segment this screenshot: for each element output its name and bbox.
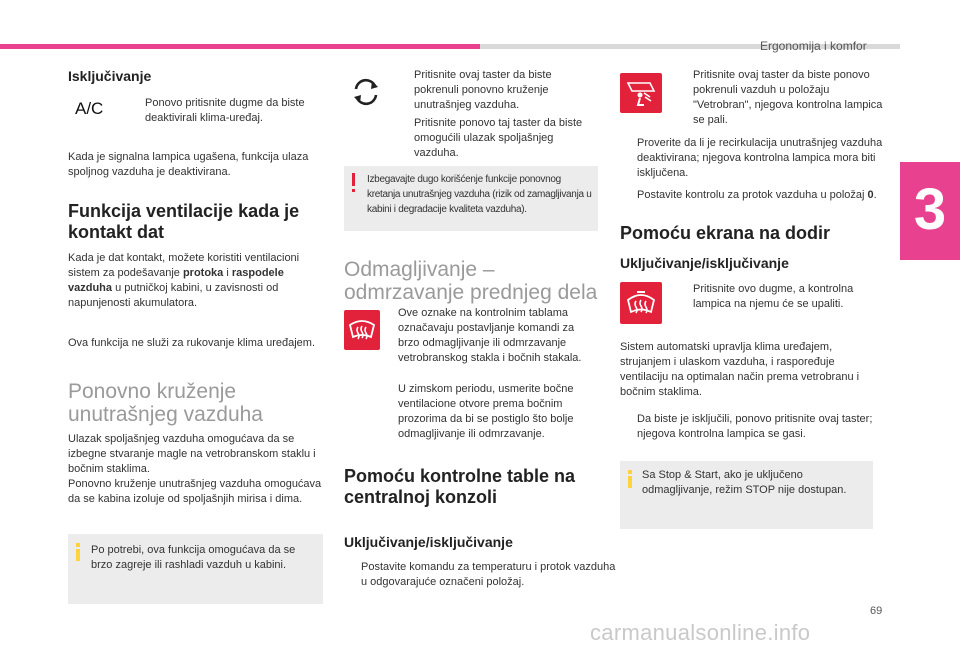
console-onoff-bullet-text: Postavite komandu za temperaturu i protok vazduha u odgovarajuće označeni položaj. [361,561,616,588]
recirc-bullet-2-text: Pritisnite ponovo taj taster da biste omogućili ulazak spoljašnjeg vazduha. [414,117,583,159]
recirculation-paragraph-2: Ponovno kruženje unutrašnjeg vazduha omogućava da se kabina izoluje od spoljašnjih mirisa i dima. [68,478,322,505]
chapter-number: 3 [913,177,947,242]
chapter-tab [900,162,960,260]
check-recirc-bullet-text: Proverite da li je recirkulacija unutrašnjeg vazduha deaktivirana; njegova kontrolna lampica mora biti isključena. [637,137,883,179]
flow-bullet-text-a: Postavite kontrolu za protok vazduha u položaj [637,189,868,201]
info-box-stop-start [620,461,873,529]
recirc-bullet-2 [397,116,599,161]
ventilation-paragraph-1 [68,251,326,311]
info-icon [628,470,632,486]
ventilation-paragraph-2: Ova funkcija ne služi za rukovanje klima uređajem. [68,337,316,349]
ventilation-heading: Funkcija ventilacije kada je kontakt dat [68,201,300,242]
vent-text-raspodele: raspodele vazduha [68,267,284,294]
console-heading: Pomoću kontrolne table na centralnoj konzoli [344,466,576,507]
console-onoff-heading: Uključivanje/isključivanje [344,534,513,550]
recirc-bullet-1-text: Pritisnite ovaj taster da biste pokrenuli ponovno kruženje unutrašnjeg vazduha. [414,69,552,111]
ac-bullet-text: Ponovo pritisnite dugme da biste deaktivirali klima-uređaj. [145,97,305,124]
defrost-heading: Odmagljivanje – odmrzavanje prednjeg dela [344,258,598,304]
warning-icon [352,173,355,186]
switch-off-bullet-text: Da biste je isključili, ponovo pritisnite ovaj taster; njegova kontrolna lampica se gasi. [637,413,873,440]
watermark: carmanualsonline.info [590,620,811,645]
vent-text-protoka: protoka [182,267,224,279]
flow-zero-bullet [620,188,885,203]
info-box-quick-heat [68,534,323,604]
vent-text-d: u putničkoj kabini, u zavisnosti od napunjenosti akumulatora. [68,282,279,309]
warning-box-text: Izbegavajte dugo korišćenje funkcije ponovnog kretanja unutrašnjeg vazduha (rizik od zamagljivanja u kabini i degradacije kvaliteta vazduha). [367,174,592,215]
recirc-bullet-1 [397,68,599,113]
iskljucivanje-heading: Isključivanje [68,68,152,84]
recirculation-icon [350,77,382,107]
switch-off-bullet [620,412,887,442]
touchscreen-bullet-text: Pritisnite ovo dugme, a kontrolna lampica na njemu će se upaliti. [693,283,854,310]
recirculation-heading: Ponovno kruženje unutrašnjeg vazduha [68,380,263,426]
signal-paragraph: Kada je signalna lampica ugašena, funkcija ulaza spoljnog vazduha je deaktivirana. [68,151,309,178]
ac-bullet [128,96,340,126]
windshield-bullet-text: Pritisnite ovaj taster da biste ponovo pokrenuli vazduh u položaju "Vetrobran", njegova kontrolna lampica se pali. [693,69,883,126]
info-icon [76,543,80,559]
auto-system-paragraph: Sistem automatski upravlja klima uređajem, strujanjem i ulaskom vazduha, i raspoređuje ventilaciju na optimalan način prema vetrobranu i bočnim staklima. [620,341,860,398]
defrost-paragraph-2: U zimskom periodu, usmerite bočne ventilacione otvore prema bočnim prozorima da bi se postiglo što bolje odmagljivanje ili odmrzavanje. [398,383,574,440]
info-box-text: Po potrebi, ova funkcija omogućava da se brzo zagreje ili rashladi vazduh u kabini. [91,544,296,571]
flow-bullet-text-c: . [873,189,877,201]
windshield-bullet [676,68,883,128]
flow-bullet-zero: 0 [867,189,874,201]
touchscreen-bullet [676,282,883,312]
touchscreen-onoff-heading: Uključivanje/isključivanje [620,255,789,271]
touchscreen-heading: Pomoću ekrana na dodir [620,223,831,243]
ac-label: A/C [75,99,104,118]
defrost-paragraph-1: Ove oznake na kontrolnim tablama označavaju postavljanje komandi za brzo odmagljivanje ili odmrzavanje vetrobranskog stakla i bočnih stakala. [398,307,582,364]
header-accent-bar [0,44,480,49]
warning-box-recirc [344,166,598,231]
check-recirc-bullet [620,136,885,181]
front-defrost-icon [344,310,380,350]
console-onoff-bullet [344,560,616,590]
recirculation-paragraph-1: Ulazak spoljašnjeg vazduha omogućava da se izbegne stvaranje magle na vetrobranskom staklu i bočnim staklima. [68,433,316,475]
page-number: 69 [870,605,883,617]
windshield-airflow-icon [620,73,662,113]
section-title: Ergonomija i komfor [760,39,867,53]
info-box-text: Sa Stop & Start, ako je uključeno odmagljivanje, režim STOP nije dostupan. [642,469,847,496]
vent-text-a: Kada je dat kontakt, možete koristiti ventilacioni sistem za podešavanje [68,252,300,279]
vent-text-i: i [223,267,232,279]
front-defrost-icon [620,282,662,324]
